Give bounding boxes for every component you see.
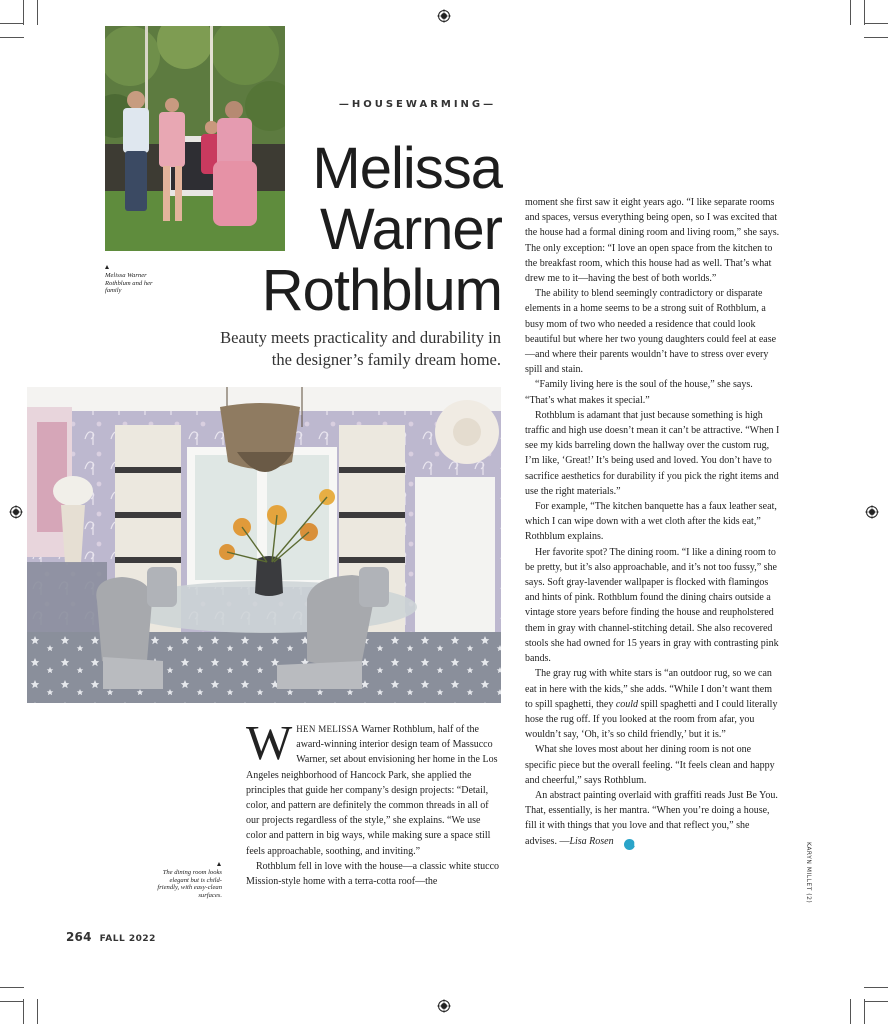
article-column-1 xyxy=(246,715,502,889)
crop-mark xyxy=(23,999,24,1024)
crop-mark xyxy=(864,0,865,25)
caption-pointer-icon xyxy=(105,265,109,269)
dining-photo-caption: The dining room looks elegant but is child-friendly, with easy-clean surfaces. xyxy=(157,869,222,899)
crop-mark xyxy=(23,0,24,25)
article-paragraph: Rothblum fell in love with the house—a classic white stucco Mission-style home with a terra-cotta roof—the xyxy=(246,860,500,888)
crop-mark xyxy=(850,999,851,1024)
crop-mark xyxy=(864,999,865,1024)
crop-mark xyxy=(864,1001,888,1002)
byline: Lisa Rosen xyxy=(569,835,614,847)
section-label: —HOUSEWARMING— xyxy=(338,99,497,110)
lead-in: HEN MELISSA xyxy=(296,724,359,734)
article-paragraph: “Family living here is the soul of the house,” she says. “That’s what makes it special.” xyxy=(525,379,753,406)
crop-mark xyxy=(864,37,888,38)
title-line: Warner xyxy=(320,197,502,262)
article-paragraph: Rothblum is adamant that just because something is high traffic and high use doesn’t mean it can’t be attractive. “When I see my kids barreling down the hallway over the custom rug, I’m like, ‘Great!’ It’s being used and loved. You don’t have to sacrifice aesthetics for durability if you pick the right items and use the right materials.” xyxy=(525,409,780,497)
title-line: Melissa xyxy=(312,136,502,201)
family-photo-caption: Melissa Warner Rothblum and her family xyxy=(105,272,153,294)
title-line: Rothblum xyxy=(261,258,502,323)
crop-mark xyxy=(0,1001,24,1002)
issue-date: FALL 2022 xyxy=(99,934,156,944)
photo-credit: KARYN MILLET (2) xyxy=(805,842,812,904)
registration-mark-icon xyxy=(437,9,451,23)
article-paragraph: What she loves most about her dining room is not one specific piece but the overall feeling. “It feels clean and happy and cheerful,” says Rothblum. xyxy=(525,744,775,786)
article-title xyxy=(230,138,502,321)
page-number: 264 xyxy=(66,930,92,944)
article-paragraph: An abstract painting overlaid with graffiti reads Just Be You. That, essentially, is her mantra. “When you’re doing a house, fill it with things that you love and that reflect you,” she advises. —Lisa Rosen E xyxy=(525,789,778,848)
registration-mark-icon xyxy=(437,999,451,1013)
article-paragraph: For example, “The kitchen banquette has a faux leather seat, which I can wipe down with a wet cloth after the kids eat,” Rothblum explains. xyxy=(525,501,777,543)
article-paragraph: moment she first saw it eight years ago. “I like separate rooms and spaces, versus everything being open, so I was excited that the house had a formal dining room and living room,” she says. The only exception: “I love an open space from the kitchen to the breakfast room, which this house had as well. That’s what drew me to it—having the best of both worlds.” xyxy=(525,197,780,285)
caption-pointer-icon xyxy=(217,862,221,866)
crop-mark xyxy=(0,37,24,38)
article-paragraph: WHEN MELISSA Warner Rothblum, half of the award-winning interior design team of Massucco Warner, set about envisioning her home in the Los Angeles neighborhood of Hancock Park, she applied the principles that guide her company’s design projects: “Detail, color, and pattern are definitely the common threads in all of our projects regardless of the style,” she explains. “We use color and pattern in big ways, while making sure a space still feels approachable, soothing, and inviting.” xyxy=(246,715,498,857)
article-column-2 xyxy=(525,195,781,850)
article-paragraph: Her favorite spot? The dining room. “I like a dining room to be pretty, but it’s also approachable, and it’s not too fussy,” she says. Soft gray-lavender wallpaper is flocked with flamingos and hints of pink. Rothblum found the dining chairs outside a vintage store years before finding the house and reupholstered them in gray with channel-stitching detail. She also recovered stools she had owned for 15 years in gray with contrasting pink bands. xyxy=(525,546,779,665)
registration-mark-icon xyxy=(9,505,23,519)
crop-mark xyxy=(0,987,24,988)
crop-mark xyxy=(37,0,38,25)
dining-room-photo xyxy=(27,387,501,703)
end-mark-icon: E xyxy=(624,839,635,850)
registration-mark-icon xyxy=(865,505,879,519)
article-deck: Beauty meets practicality and durability in the designer’s family dream home. xyxy=(220,328,501,369)
article-paragraph: The gray rug with white stars is “an outdoor rug, so we can eat in here with the kids,” she adds. “While I don’t want them to spill spaghetti, they could spill spaghetti and I could literally hose the rug off. If you looked at the room from afar, you wouldn’t say, ‘Oh, it’s so child friendly,’ but it is.” xyxy=(525,668,778,741)
folio xyxy=(66,930,156,944)
crop-mark xyxy=(0,23,24,24)
drop-cap: W xyxy=(246,715,293,770)
crop-mark xyxy=(864,987,888,988)
crop-mark xyxy=(37,999,38,1024)
crop-mark xyxy=(850,0,851,25)
crop-mark xyxy=(864,23,888,24)
article-paragraph: The ability to blend seemingly contradictory or disparate elements in a home seems to be a strong suit of Rothblum, a busy mom of two who needed a residence that could look beautiful but where her two young daughters could feel at ease—and where their parents wouldn’t have to stress over every spill and stain. xyxy=(525,288,777,376)
